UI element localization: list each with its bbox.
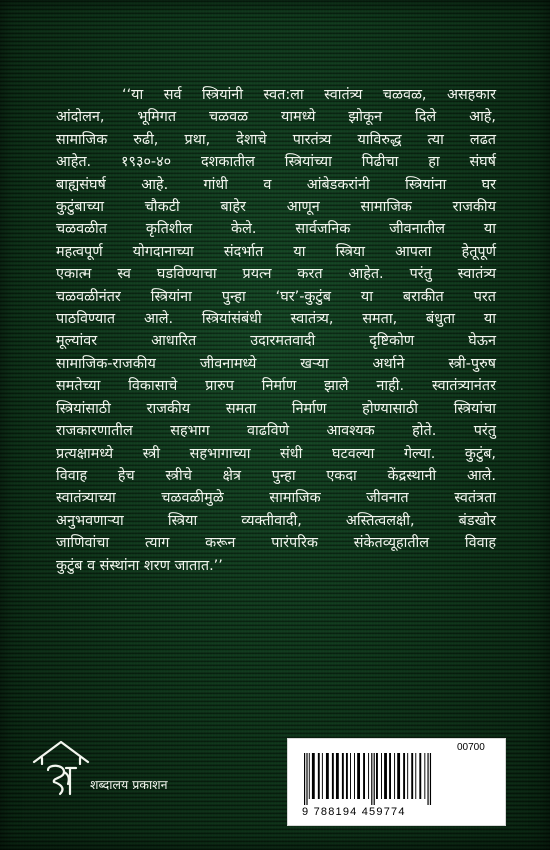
blurb-line: जाणिवांचा त्याग करून पारंपरिक संकेतव्यूहातील विवाह <box>56 535 496 552</box>
barcode-bar <box>346 753 348 799</box>
blurb-line: महत्वपूर्ण योगदानाच्या संदर्भात या स्त्रिया आपला हेतूपूर्ण <box>56 243 496 260</box>
barcode-bar <box>411 753 413 799</box>
isbn-number: 9 788194 459774 <box>302 806 406 818</box>
barcode-bar <box>318 753 320 799</box>
publisher-name: शब्दालय प्रकाशन <box>90 777 168 792</box>
barcode-bar <box>419 753 421 799</box>
barcode-bar <box>368 753 369 799</box>
publisher-imprint <box>30 736 230 806</box>
barcode-bars <box>302 753 494 805</box>
blurb-line: राजकारणातील सहभाग वाढविणे आवश्यक होते. परंतु <box>56 423 496 440</box>
blurb-line: विवाह हेच स्त्रीचे क्षेत्र पुन्हा एकदा केंद्रस्थानी आले. <box>56 467 496 484</box>
blurb-line: चळवळीत कृतिशील केले. सार्वजनिक जीवनातील या <box>56 221 496 238</box>
blurb-line: स्वातंत्र्याच्या चळवळीमुळे सामाजिक जीवनात स्वतंत्रता <box>56 490 496 507</box>
blurb-line: मूल्यांवर आधारित उदारमतवादी दृष्टिकोण घेऊन <box>56 333 496 350</box>
blurb-line: कुटुंब व संस्थांना शरण जातात.’’ <box>56 557 223 574</box>
barcode-bar <box>306 753 307 805</box>
blurb-line: अनुभवणाऱ्या स्त्रिया व्यक्तीवादी, अस्तित्वलक्षी, बंडखोर <box>56 512 496 529</box>
back-cover-blurb <box>56 84 496 577</box>
barcode-bar <box>389 753 391 799</box>
barcode-bar <box>312 753 315 799</box>
barcode-bar <box>394 753 395 799</box>
isbn-barcode <box>287 738 506 826</box>
barcode-bar <box>415 753 416 799</box>
barcode-bar <box>363 753 365 799</box>
blurb-line: ‘‘या सर्व स्त्रियांनी स्वत:ला स्वातंत्र्य चळवळ, असहकार <box>122 87 496 103</box>
barcode-bar <box>384 753 387 799</box>
barcode-bar <box>371 753 372 805</box>
barcode-bar <box>427 753 428 805</box>
barcode-bar <box>304 753 305 805</box>
blurb-line: आंदोलन, भूमिगत चळवळ यामध्ये झोकून दिले आहे, <box>56 109 496 126</box>
barcode-bar <box>322 753 323 799</box>
blurb-line: प्रत्यक्षामध्ये स्त्री सहभागाच्या संधी घटवल्या गेल्या. कुटुंब, <box>56 445 496 462</box>
barcode-bar <box>354 753 355 799</box>
barcode-bar <box>381 753 382 799</box>
blurb-line: सामाजिक रुढी, प्रथा, देशाचे पारतंत्र्य याविरुद्ध त्या लढत <box>56 131 496 148</box>
house-logo-icon <box>30 736 92 800</box>
blurb-line: सामाजिक-राजकीय जीवनामध्ये खऱ्या अर्थाने स्त्री-पुरुष <box>56 355 496 372</box>
barcode-bar <box>332 753 334 799</box>
barcode-bar <box>309 753 310 799</box>
barcode-bar <box>374 753 375 805</box>
barcode-bar <box>407 753 408 799</box>
blurb-line: स्त्रियांसाठी राजकीय समता निर्माण होण्यासाठी स्त्रियांचा <box>56 400 496 417</box>
barcode-bar <box>376 753 378 799</box>
barcode-bar <box>326 753 329 799</box>
blurb-line: एकात्म स्व घडविण्याचा प्रयत्न करत आहेत. परंतु स्वातंत्र्य <box>56 266 496 283</box>
blurb-line: बाह्यसंघर्ष आहे. गांधी व आंबेडकरांनी स्त्रियांना घर <box>56 176 496 193</box>
blurb-line: चळवळीनंतर स्त्रियांना पुन्हा ‘घर’-कुटुंब या बराकीत परत <box>56 288 496 305</box>
barcode-bar <box>430 753 431 805</box>
barcode-bar <box>342 753 344 799</box>
barcode-bar <box>336 753 339 799</box>
barcode-bar <box>397 753 400 799</box>
barcode-bar <box>403 753 405 799</box>
barcode-bar <box>350 753 351 799</box>
blurb-line: कुटुंबाच्या चौकटी बाहेर आणून सामाजिक राजकीय <box>56 199 496 216</box>
barcode-bar <box>357 753 360 799</box>
price-code: 00700 <box>457 742 485 753</box>
blurb-line: आहेत. १९३०-४० दशकातील स्त्रियांच्या पिढीचा हा संघर्ष <box>56 154 496 171</box>
barcode-bar <box>424 753 425 799</box>
blurb-line: समतेच्या विकासाचे प्रारुप निर्माण झाले नाही. स्वातंत्र्यानंतर <box>56 378 496 395</box>
blurb-line: पाठविण्यात आले. स्त्रियांसंबंधी स्वातंत्र्य, समता, बंधुता या <box>56 311 496 328</box>
